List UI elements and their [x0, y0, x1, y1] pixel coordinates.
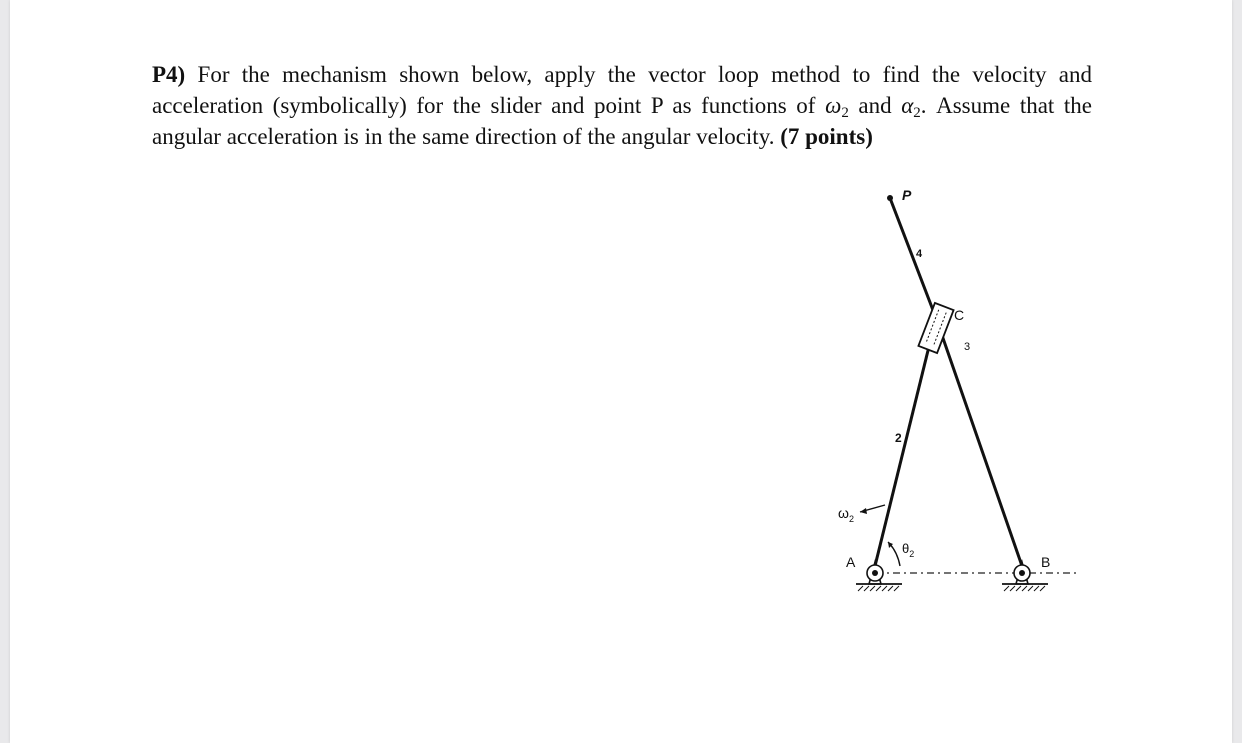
label-link-4: 4 — [916, 248, 923, 260]
label-omega — [838, 505, 854, 524]
omega-arrow — [860, 505, 885, 514]
alpha-subscript: 2 — [913, 105, 921, 121]
link-4 — [887, 195, 936, 318]
label-link-3: 3 — [964, 341, 971, 353]
label-c: C — [954, 307, 965, 323]
problem-text-part-3: . Assume that the angular acceleration is in the same direction of the angular velocity. — [152, 93, 1092, 149]
label-p: P — [902, 187, 912, 203]
label-theta-subscript: 2 — [909, 549, 915, 559]
label-theta — [902, 541, 914, 559]
ground-support-a — [856, 562, 902, 591]
problem-label: P4) — [152, 62, 186, 87]
problem-points: (7 points) — [780, 124, 873, 149]
link-2 — [875, 318, 936, 566]
problem-text-part-1: For the mechanism shown below, apply the vector loop method to find the velocity and acceleration (symbolically) for the slider and point P as functions of — [152, 62, 1092, 118]
omega-subscript: 2 — [841, 105, 849, 121]
label-a: A — [846, 554, 856, 570]
label-omega-subscript: 2 — [848, 514, 854, 524]
label-b: B — [1041, 554, 1051, 570]
label-theta-symbol: θ — [902, 541, 910, 556]
problem-text-part-2: and — [848, 93, 902, 118]
theta-arc — [888, 542, 900, 566]
label-link-2: 2 — [895, 431, 902, 445]
link-3 — [936, 318, 1022, 566]
alpha-symbol: α — [901, 93, 914, 118]
mechanism-figure — [10, 0, 1232, 743]
slider-block-c — [918, 303, 953, 353]
document-page — [10, 0, 1232, 743]
label-omega-symbol: ω — [838, 505, 849, 521]
omega-symbol: ω — [825, 93, 842, 118]
